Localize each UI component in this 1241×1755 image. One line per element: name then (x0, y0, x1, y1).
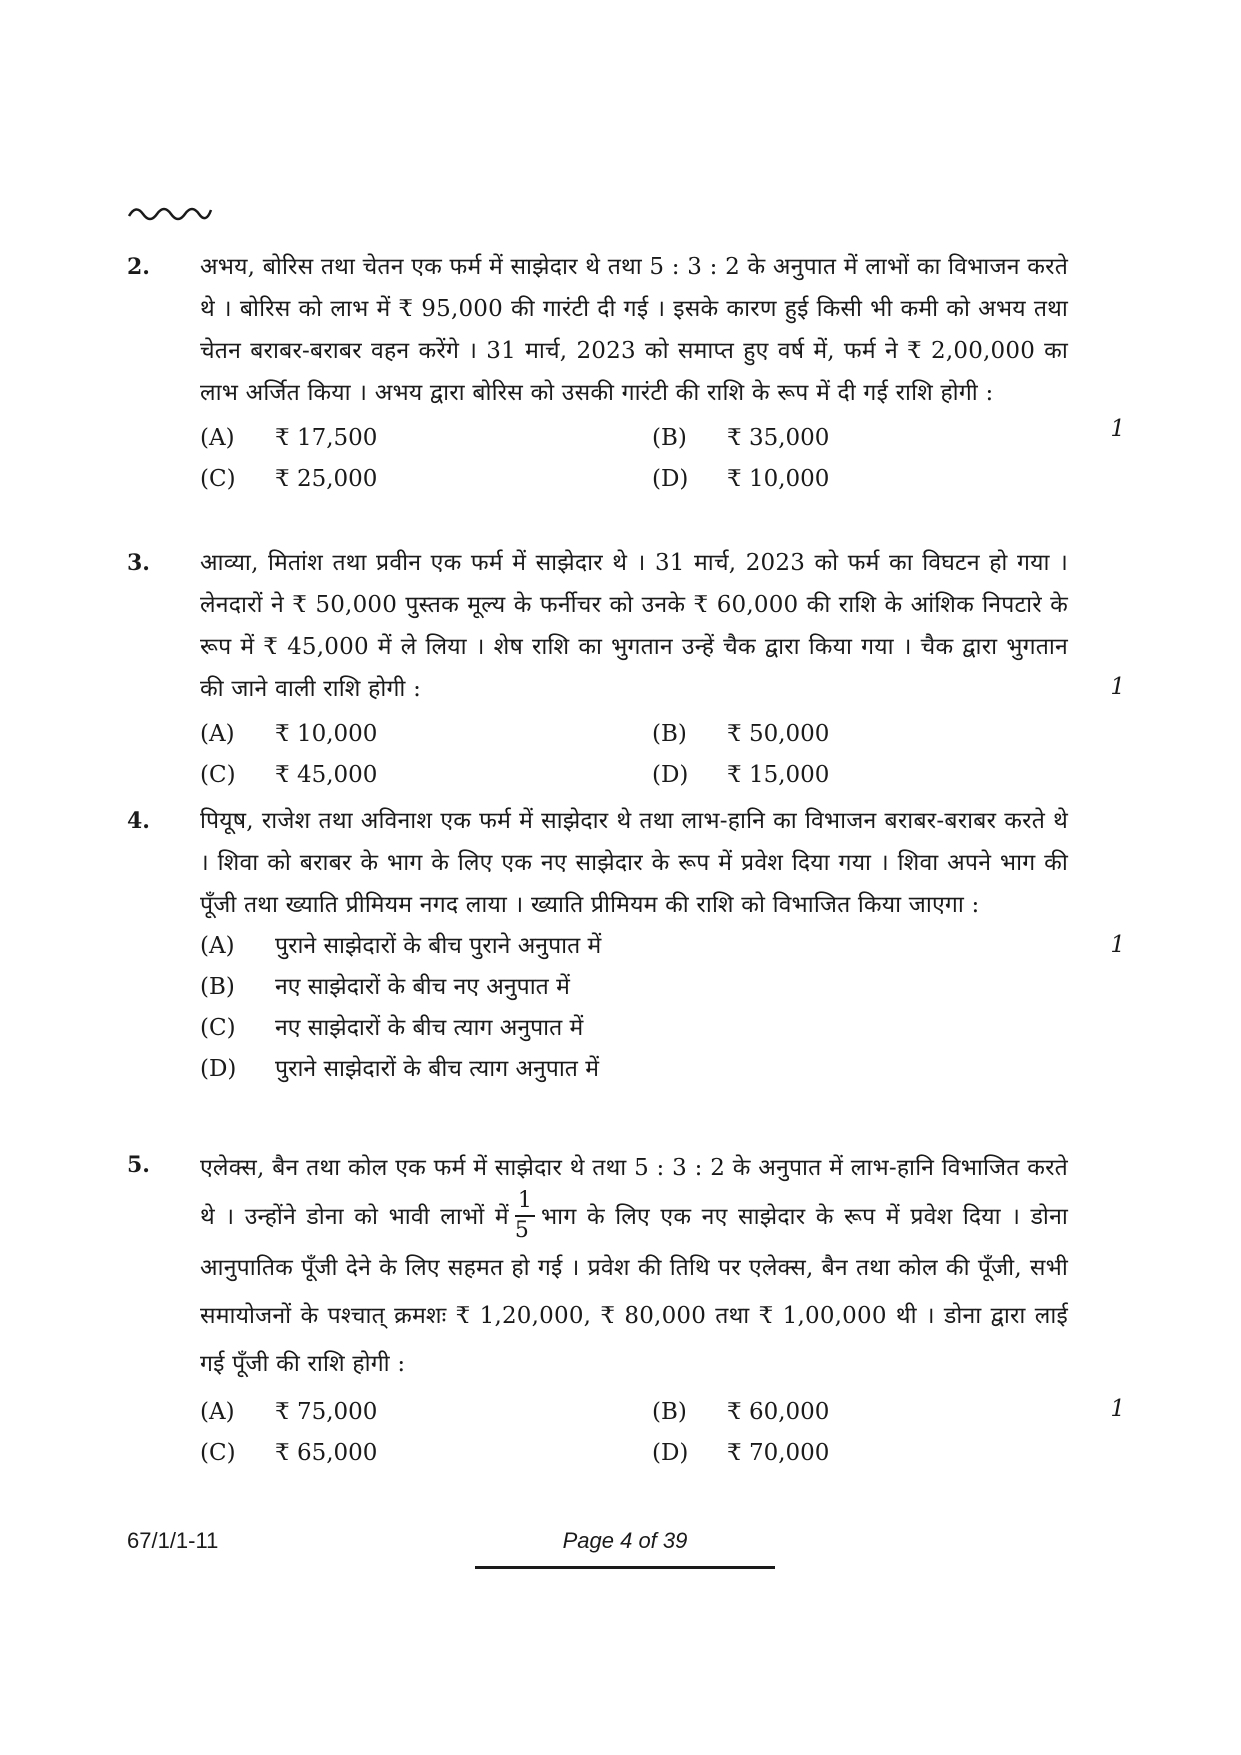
option-b: (B) ₹ 60,000 (652, 1399, 830, 1425)
footer-rule (475, 1566, 775, 1569)
question-number: 2. (127, 254, 150, 280)
option-b: (B) नए साझेदारों के बीच नए अनुपात में (200, 974, 570, 1000)
question-text: पियूष, राजेश तथा अविनाश एक फर्म में साझेदार थे तथा लाभ-हानि का विभाजन बराबर-बराबर करते थे । शिवा को बराबर के भाग के लिए एक नए साझेदार के रूप में प्रवेश दिया गया । शिवा अपने भाग की पूँजी तथा ख्याति प्रीमियम नगद लाया । ख्याति प्रीमियम की राशि को विभाजित किया जाएगा : (200, 808, 1068, 918)
question-text: आव्या, मितांश तथा प्रवीन एक फर्म में साझेदार थे । 31 मार्च, 2023 को फर्म का विघटन हो गया । लेनदारों ने ₹ 50,000 पुस्तक मूल्य के फर्नीचर को उनके ₹ 60,000 की राशि के आंशिक निपटारे के रूप में ₹ 45,000 में ले लिया । शेष राशि का भुगतान उन्हें चैक द्वारा किया गया । चैक द्वारा भुगतान की जाने वाली राशि होगी : (200, 550, 1068, 702)
option-d: (D) पुराने साझेदारों के बीच त्याग अनुपात में (200, 1056, 599, 1082)
question-number: 5. (127, 1152, 150, 1178)
option-b: (B) ₹ 35,000 (652, 425, 830, 451)
question-4 (127, 800, 1125, 1090)
option-c: (C) ₹ 65,000 (200, 1440, 378, 1466)
question-marks: 1 (1110, 1396, 1125, 1422)
question-marks: 1 (1110, 416, 1125, 442)
option-a: (A) ₹ 17,500 (200, 425, 378, 451)
option-c: (C) ₹ 25,000 (200, 466, 378, 492)
question-text: अभय, बोरिस तथा चेतन एक फर्म में साझेदार थे तथा 5 : 3 : 2 के अनुपात में लाभों का विभाजन करते थे । बोरिस को लाभ में ₹ 95,000 की गारंटी दी गई । इसके कारण हुई किसी भी कमी को अभय तथा चेतन बराबर-बराबर वहन करेंगे । 31 मार्च, 2023 को समाप्त हुए वर्ष में, फर्म ने ₹ 2,00,000 का लाभ अर्जित किया । अभय द्वारा बोरिस को उसकी गारंटी की राशि के रूप में दी गई राशि होगी : (200, 254, 1068, 406)
question-2 (127, 246, 1125, 500)
fraction: $\frac{1}{5}$ (515, 1190, 535, 1242)
option-a: (A) ₹ 75,000 (200, 1399, 378, 1425)
question-number: 3. (127, 550, 150, 576)
page-number: Page 4 of 39 (562, 1528, 688, 1553)
option-d: (D) ₹ 10,000 (652, 466, 830, 492)
option-c: (C) नए साझेदारों के बीच त्याग अनुपात में (200, 1015, 584, 1041)
option-a: (A) ₹ 10,000 (200, 721, 378, 747)
option-c: (C) ₹ 45,000 (200, 762, 378, 788)
option-b: (B) ₹ 50,000 (652, 721, 830, 747)
options-list (200, 926, 1068, 1090)
wave-ornament (127, 200, 213, 224)
question-marks: 1 (1110, 932, 1125, 958)
question-marks: 1 (1110, 674, 1125, 700)
question-3 (127, 542, 1125, 796)
paper-code: 67/1/1-11 (127, 1528, 219, 1553)
question-number: 4. (127, 808, 150, 834)
question-text: एलेक्स, बैन तथा कोल एक फर्म में साझेदार थे तथा 5 : 3 : 2 के अनुपात में लाभ-हानि विभाजित करते थे । उन्होंने डोना को भावी लाभों में $\frac{1}{5}$ भाग के लिए एक नए साझेदार के रूप में प्रवेश दिया । डोना आनुपातिक पूँजी देने के लिए सहमत हो गई । प्रवेश की तिथि पर एलेक्स, बैन तथा कोल की पूँजी, सभी समायोजनों के पश्चात् क्रमशः ₹ 1,20,000, ₹ 80,000 तथा ₹ 1,00,000 थी । डोना द्वारा लाई गई पूँजी की राशि होगी : (200, 1155, 1068, 1377)
options-grid (200, 418, 1068, 500)
option-a: (A) पुराने साझेदारों के बीच पुराने अनुपात में (200, 933, 602, 959)
options-grid (200, 714, 1068, 796)
options-grid (200, 1392, 1068, 1474)
option-d: (D) ₹ 15,000 (652, 762, 830, 788)
option-d: (D) ₹ 70,000 (652, 1440, 830, 1466)
question-5 (127, 1144, 1125, 1474)
